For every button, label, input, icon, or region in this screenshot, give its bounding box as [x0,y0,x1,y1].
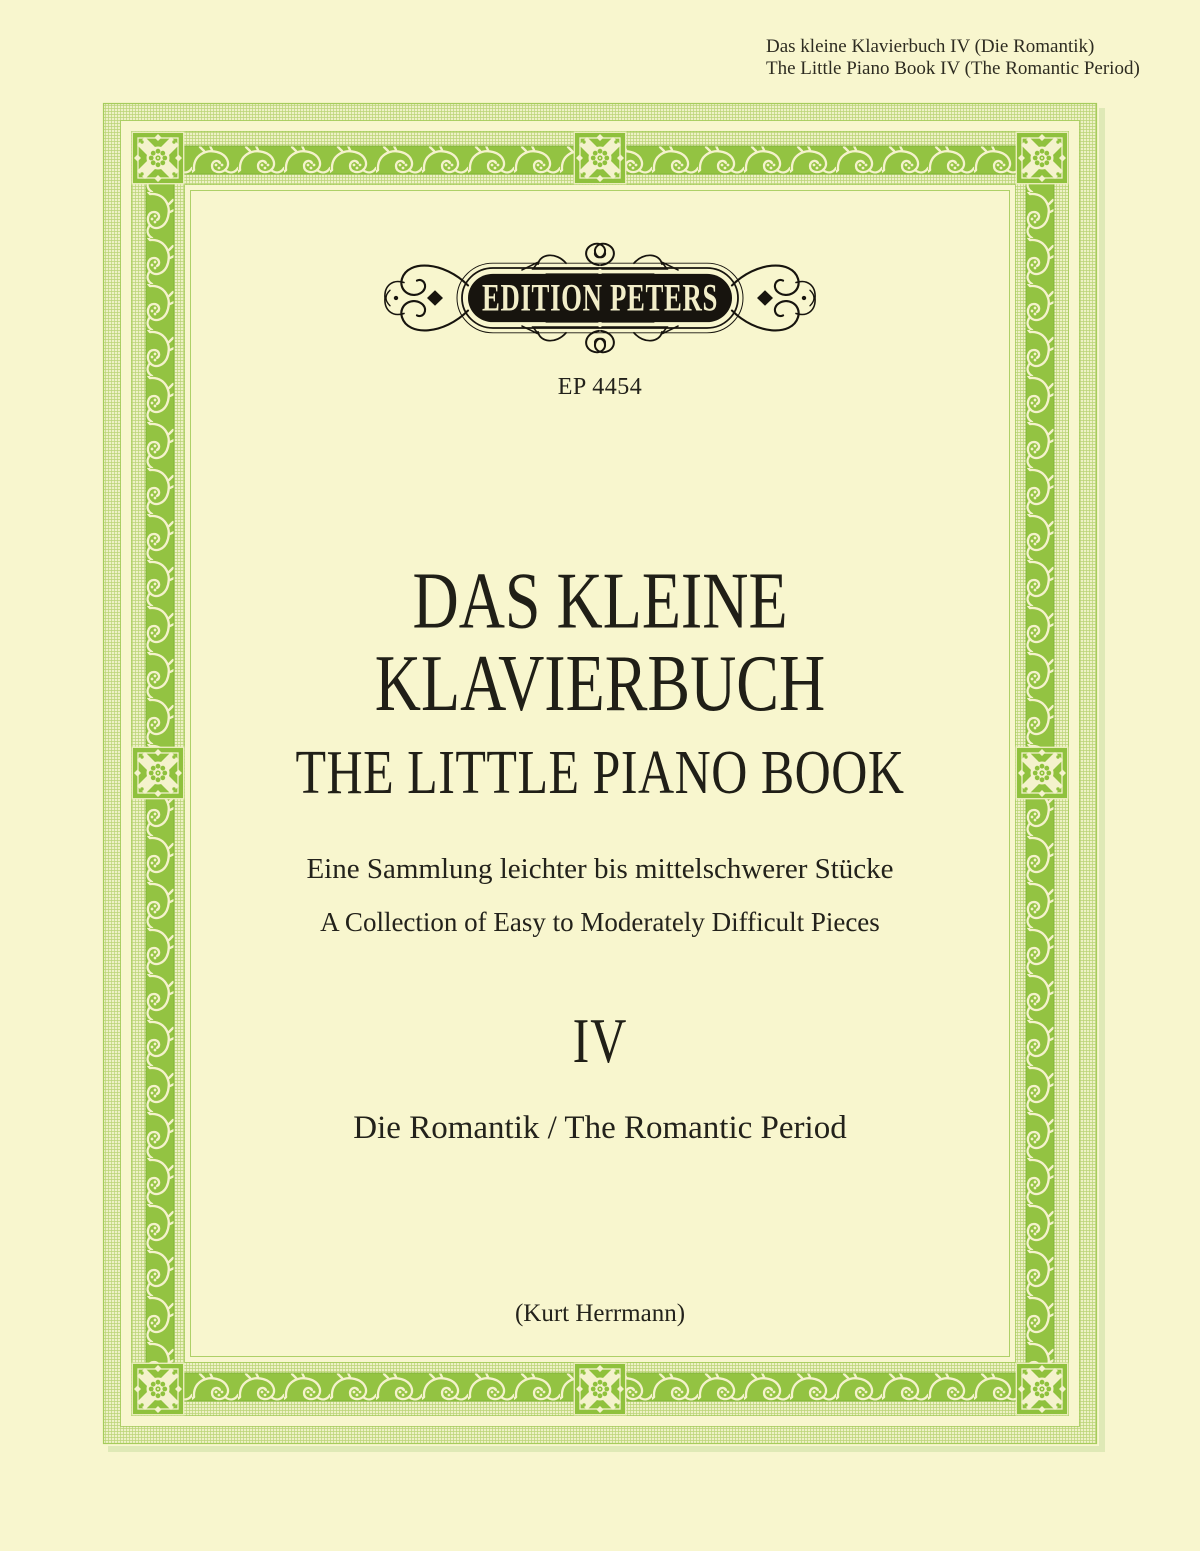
title-english: THE LITTLE PIANO BOOK [295,737,905,807]
subtitle-english: A Collection of Easy to Moderately Difficult Pieces [320,907,880,937]
volume-subtitle: Die Romantik / The Romantic Period [353,1110,847,1146]
header-caption-de: Das kleine Klavierbuch IV (Die Romantik) [766,36,1095,57]
title-german-line1: DAS KLEINE [412,556,788,645]
title-german-line2: KLAVIERBUCH [374,638,826,728]
publisher-name: EDITION PETERS [482,275,718,320]
header-caption-en: The Little Piano Book IV (The Romantic Period) [766,57,1140,79]
header-caption [766,36,1140,79]
volume-numeral: IV [572,1004,628,1076]
publisher-logo [380,240,820,356]
catalog-number: EP 4454 [557,374,643,400]
title-german [0,556,1200,728]
logo-banner [457,263,743,333]
subtitle-german: Eine Sammlung leichter bis mittelschwerer Stücke [306,853,894,885]
editor-credit: (Kurt Herrmann) [514,1300,686,1327]
